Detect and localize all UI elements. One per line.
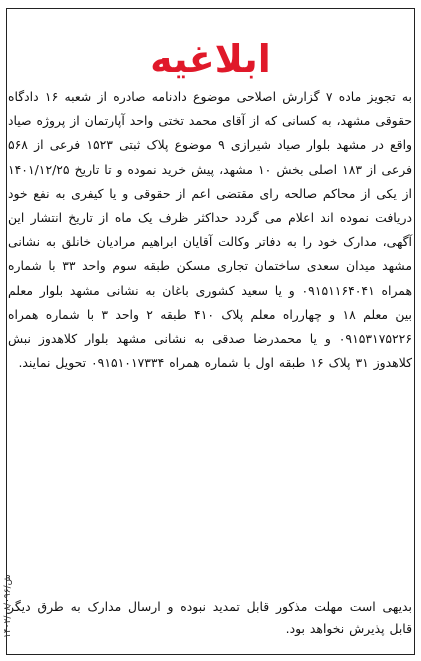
notice-body-text: به تجویز ماده ۷ گزارش اصلاحی موضوع دادنامه صادره از شعبه ۱۶ دادگاه حقوقی مشهد، به کسانی که از آقای محمد تختی واحد آپارتمان از پروژه صیاد واقع در مشهد بلوار صیاد شیرازی ۹ موضوع پلاک ثبتی ۱۵۲۳ فرعی از ۵۶۸ فرعی از ۱۸۳ اصلی بخش ۱۰ مشهد، پیش خرید نموده و تا تاریخ ۱۴۰۱/۱۲/۲۵ از یکی از محاکم صالحه رای مقتضی اعم از حقوقی و یا کیفری به نفع خود دریافت نموده اند اعلام می گردد حداکثر ظرف یک ماه از تاریخ انتشار این آگهی، مدارک خود را به دفاتر وکالت آقایان ابراهیم مرادیان خانلق به نشانی مشهد میدان سعدی ساختمان تجاری مسکن طبقه سوم واحد ۳۳ با شماره همراه ۰۹۱۵۱۱۶۴۰۴۱ و یا سعید کشوری باغان به نشانی مشهد بلوار معلم بین معلم ۱۸ و چهارراه معلم پلاک ۴۱۰ طبقه ۲ واحد ۳ با شماره همراه ۰۹۱۵۳۱۷۵۲۲۶ و یا محمدرضا صدقی به نشانی مشهد بلوار کلاهدوز نبش کلاهدوز ۳۱ پلاک ۱۶ طبقه اول با شماره همراه ۰۹۱۵۱۰۱۷۳۳۴ تحویل نمایند.	[8, 89, 412, 371]
issue-code: ش/۱۴۰۲/۰۸/۰۹۶	[3, 574, 13, 638]
notice-closing: بدیهی است مهلت مذکور قابل تمدید نبوده و ارسال مدارک به طرق دیگر قابل پذیرش نخواهد بود.	[8, 599, 412, 636]
notice-title: ابلاغیه	[150, 37, 271, 81]
notice-body	[8, 85, 412, 375]
